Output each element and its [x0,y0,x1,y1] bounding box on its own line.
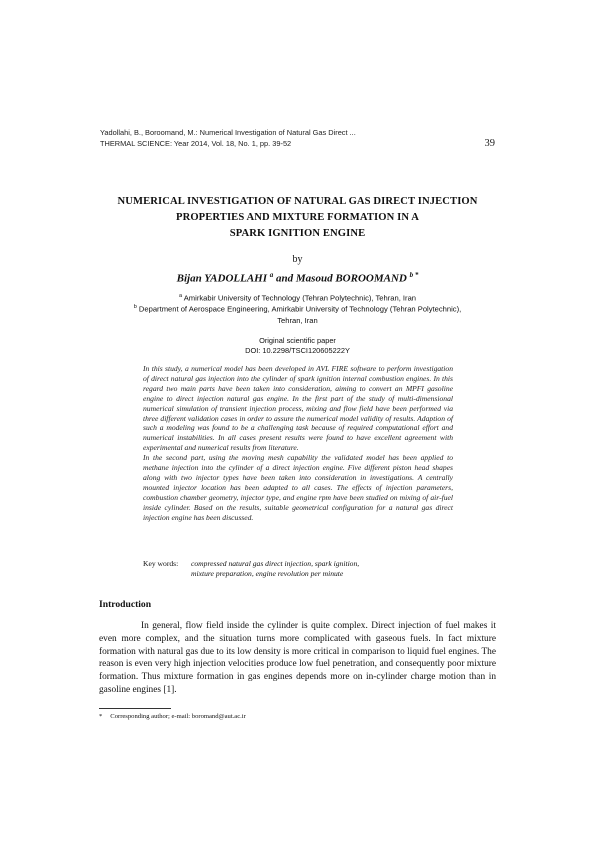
affiliation-b [90,302,505,327]
paper-title-line-2: PROPERTIES AND MIXTURE FORMATION IN A [176,212,419,223]
keywords-label: Key words: [143,559,179,568]
author-1-affiliation-mark: a [269,271,274,279]
abstract-paragraph-2: In the second part, using the moving mesh capability the validated model has been applied to methane injection into the cylinder of a direct injection engine. Five different piston head shapes along with two injector types have been taken into consideration in investigations. A centrally mounted injector location has been adapted to all cases. The effects of injection parameters, combustion chamber geometry, injector type, and engine rpm have been studied on mixing of air-fuel inside cylinder. Based on the results, suitable geometrical configuration for a natural gas direct injection engine has been discussed. [143,453,453,522]
section-heading-introduction: Introduction [99,599,152,610]
footnote-mark: * [99,713,103,720]
affiliation-b-city: Tehran, Iran [277,316,318,326]
keywords-list [191,559,359,579]
doi[interactable]: DOI: 10.2298/TSCI120605222Y [245,346,350,355]
keywords-line-1: compressed natural gas direct injection, spark ignition, [191,559,360,568]
running-head-journal: THERMAL SCIENCE: Year 2014, Vol. 18, No. 1, pp. 39-52 [100,139,292,148]
running-head [100,127,495,149]
affiliation-b-text: Department of Aerospace Engineering, Amirkabir University of Technology (Tehran Polytechnic), [136,304,462,314]
author-2-affiliation-mark: b * [409,271,419,279]
affiliation-a-mark: a [178,293,183,299]
paper-title [95,194,500,242]
affiliation-a-text: Amirkabir University of Technology (Tehran Polytechnic), Tehran, Iran [182,293,417,303]
by-label: by [292,254,303,265]
affiliation-b-mark: b [133,304,137,310]
footnote [99,712,246,721]
paper-type-block [0,336,595,356]
author-2-name: Masoud BOROOMAND [295,272,407,285]
footnote-rule [99,708,171,709]
footnote-text: Corresponding author; e-mail: boromand@aut.ac.ir [110,713,246,720]
abstract [143,364,453,523]
keywords [143,559,463,579]
abstract-paragraph-1: In this study, a numerical model has been developed in AVL FIRE software to perform investigation of direct natural gas injection into the cylinder of spark ignition internal combustion engines. In this regard two main parts have been taken into consideration, aiming to convert an MPFI gasoline engine to direct injection natural gas engine. In the first part of the study of multi-dimensional numerical simulation of transient injection process, mixing and flow field have been performed via three different validation cases in order to assure the numerical model validity of results. Adaption of such a modeling was found to be a challenging task because of required computational effort and numerical instabilities. In all cases present results were found to have excellent agreement with experimental and numerical results from literature. [143,364,453,453]
paper-title-line-1: NUMERICAL INVESTIGATION OF NATURAL GAS DIRECT INJECTION [117,196,478,207]
author-line [0,271,595,285]
keywords-line-2: mixture preparation, engine revolution per minute [191,569,344,578]
author-conjunction: and [273,272,296,285]
running-head-authors-title: Yadollahi, B., Boroomand, M.: Numerical Investigation of Natural Gas Direct ... [100,128,356,137]
paper-title-line-3: SPARK IGNITION ENGINE [229,228,366,239]
page-number: 39 [484,138,495,149]
author-1-name: Bijan YADOLLAHI [176,272,268,285]
introduction-paragraph: In general, flow field inside the cylinder is quite complex. Direct injection of fuel makes it even more complex, and the situation turns more complicated with gaseous fuels. In fact mixture formation with natural gas due to its low density is more critical in comparison to liquid fuel engines. The reason is even very high injection velocities produce low fuel penetration, and consequently poor mixture formation. Thus mixture formation in gas engines depends more on in-cylinder charge motion than in gasoline engines [1]. [99,621,496,695]
paper-type: Original scientific paper [259,336,336,345]
